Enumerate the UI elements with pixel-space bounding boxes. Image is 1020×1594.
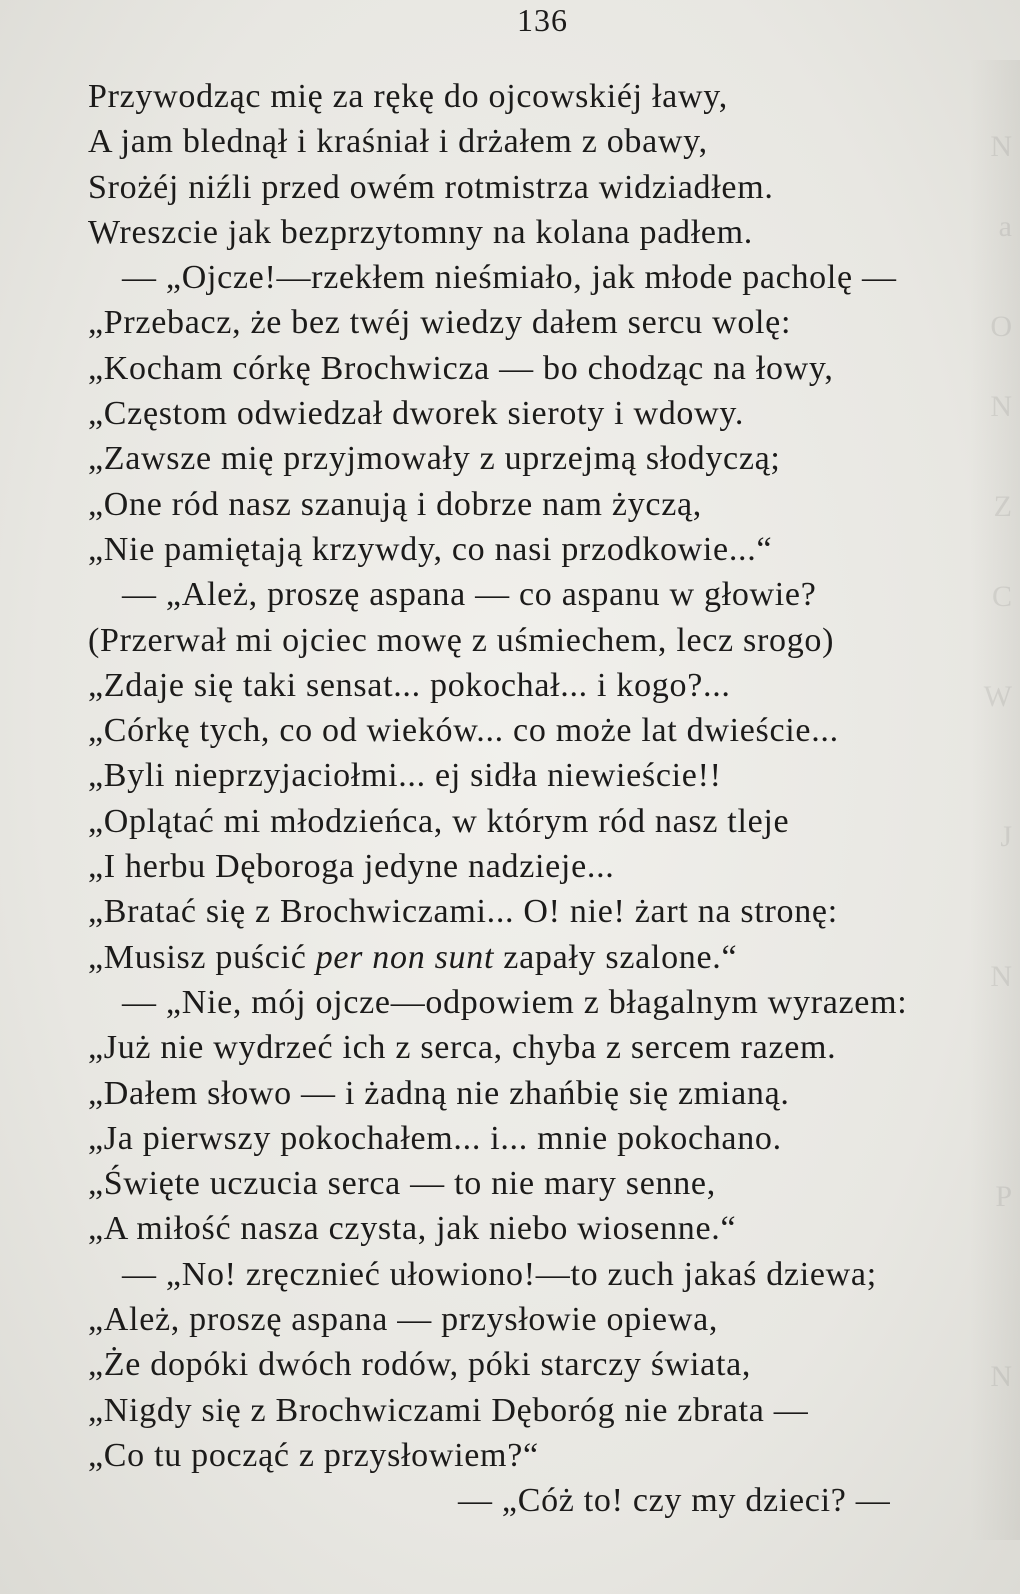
poem-line: Wreszcie jak bezprzytomny na kolana padłem. [88, 213, 754, 251]
bleed-through-letter: J [1000, 820, 1014, 853]
poem-line: „Przebacz, że bez twéj wiedzy dałem sercu wolę: [88, 304, 792, 342]
poem-line: „Musisz puścić per non sunt zapały szalone.“ [88, 938, 738, 976]
poem-line: „Ależ, proszę aspana — przysłowie opiewa, [88, 1301, 719, 1339]
bleed-through-letter: O [990, 310, 1014, 343]
poem-line: „Częstom odwiedzał dworek sieroty i wdowy. [88, 395, 745, 433]
poem-text-block [88, 74, 978, 1524]
poem-line: „Co tu począć z przysłowiem?“ [88, 1436, 539, 1474]
poem-line: — „No! zręcznieć ułowiono!—to zuch jakaś dziewa; [122, 1255, 877, 1293]
poem-line: — „Cóż to! czy my dzieci? — [458, 1482, 891, 1520]
poem-line: A jam blednął i kraśniał i drżałem z obawy, [88, 123, 708, 161]
latin-phrase: per non sunt [315, 938, 495, 976]
poem-line: „Bratać się z Brochwiczami... O! nie! żart na stronę: [88, 893, 838, 931]
poem-line: (Przerwał mi ojciec mowę z uśmiechem, lecz srogo) [88, 621, 835, 659]
bleed-through-letter: N [990, 130, 1014, 163]
bleed-through-letter: N [990, 390, 1014, 423]
poem-line: „Święte uczucia serca — to nie mary senne, [88, 1165, 716, 1203]
bleed-through-letter: W [983, 680, 1014, 713]
page-number: 136 [517, 2, 568, 38]
poem-line: „Ja pierwszy pokochałem... i... mnie pokochano. [88, 1119, 782, 1157]
bleed-through-letter: Z [993, 490, 1014, 523]
poem-line: „Kocham córkę Brochwicza — bo chodząc na łowy, [88, 349, 834, 387]
poem-line: „Nie pamiętają krzywdy, co nasi przodkowie...“ [88, 530, 773, 568]
bleed-through-letter: N [990, 1360, 1014, 1393]
bleed-through-letter: N [990, 960, 1014, 993]
poem-line: „Że dopóki dwóch rodów, póki starczy świata, [88, 1346, 752, 1384]
poem-line: — „Ależ, proszę aspana — co aspanu w głowie? [122, 576, 817, 614]
poem-line: „Córkę tych, co od wieków... co może lat dwieście... [88, 712, 839, 750]
poem-line: „A miłość nasza czysta, jak niebo wiosenne.“ [88, 1210, 737, 1248]
poem-line: „Zdaje się taki sensat... pokochał... i kogo?... [88, 666, 731, 704]
poem-line: „One ród nasz szanują i dobrze nam życzą, [88, 485, 702, 523]
poem-line: Przywodząc mię za rękę do ojcowskiéj ławy, [88, 78, 728, 115]
bleed-through-letter: P [995, 1180, 1014, 1213]
poem-line: „Nigdy się z Brochwiczami Dęboróg nie zbrata — [88, 1391, 809, 1429]
poem-line: „Dałem słowo — i żadną nie zhańbię się zmianą. [88, 1074, 790, 1112]
poem-line: „Oplątać mi młodzieńca, w którym ród nasz tleje [88, 802, 790, 840]
poem-line: — „Nie, mój ojcze—odpowiem z błagalnym wyrazem: [122, 983, 908, 1021]
poem-line: Srożéj niźli przed owém rotmistrza widziadłem. [88, 168, 774, 206]
bleed-through-letter: C [991, 580, 1014, 613]
poem-line: „Zawsze mię przyjmowały z uprzejmą słodyczą; [88, 440, 781, 478]
bleed-through-letter: a [998, 210, 1014, 243]
poem-line: „Byli nieprzyjaciołmi... ej sidła niewieście!! [88, 757, 722, 795]
poem-line: — „Ojcze!—rzekłem nieśmiało, jak młode pacholę — [122, 259, 897, 297]
poem-line: „Już nie wydrzeć ich z serca, chyba z sercem razem. [88, 1029, 837, 1067]
poem-line: „I herbu Dęboroga jedyne nadzieje... [88, 848, 615, 886]
